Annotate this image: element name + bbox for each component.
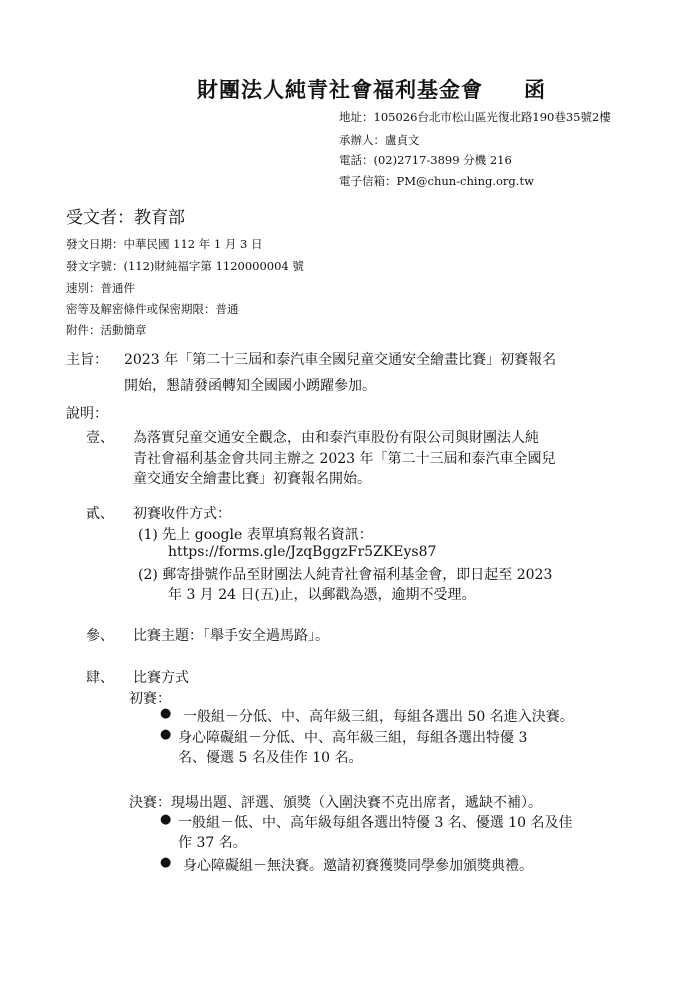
bullet-icon: ● [160, 727, 172, 742]
preliminary-label: 初賽： [129, 691, 171, 707]
final-bullet-2: 身心障礙組－無決賽。邀請初賽獲獎同學參加頒獎典禮。 [183, 858, 533, 874]
preliminary-bullet-2-line-1: 身心障礙組－分低、中、高年級三組，每組各選出特優 3 [178, 730, 528, 746]
final-bullet-1-line-2: 作 37 名。 [178, 835, 247, 851]
bullet-icon: ● [160, 812, 172, 827]
bullet-icon: ● [160, 855, 172, 870]
section-2-title: 初賽收件方式： [133, 506, 231, 522]
section-1-line-3: 童交通安全繪畫比賽」初賽報名開始。 [133, 471, 371, 487]
section-2-item-2-line-1: (2) 郵寄掛號作品至財團法人純青社會福利基金會，即日起至 2023 [138, 567, 553, 583]
preliminary-bullet-2-line-2: 名、優選 5 名及佳作 10 名。 [178, 750, 363, 766]
final-label: 決賽：現場出題、評選、頒獎（入圍決賽不克出席者，遞缺不補）。 [129, 795, 542, 811]
contact-handler: 承辦人：盧貞文 [339, 133, 420, 147]
section-4-title: 比賽方式 [133, 670, 189, 686]
subject-label: 主旨： [66, 352, 108, 368]
contact-address: 地址：105026台北市松山區光復北路190巷35號2樓 [339, 110, 611, 124]
document-type: 函 [524, 77, 546, 102]
section-1-line-2: 青社會福利基金會共同主辦之 2023 年「第二十三屆和泰汽車全國兒 [133, 451, 556, 467]
section-4-number: 肆、 [86, 670, 114, 686]
explanation-label: 說明： [66, 406, 108, 422]
issue-date: 發文日期：中華民國 112 年 1 月 3 日 [66, 237, 263, 251]
recipient: 受文者：教育部 [66, 208, 185, 228]
delivery-speed: 速別：普通件 [66, 281, 135, 295]
final-bullet-1-line-1: 一般組－低、中、高年級每組各選出特優 3 名、優選 10 名及佳 [178, 815, 573, 831]
section-1-line-1: 為落實兒童交通安全觀念，由和泰汽車股份有限公司與財團法人純 [133, 430, 539, 446]
registration-form-url[interactable]: https://forms.gle/JzqBggzFr5ZKEys87 [168, 544, 437, 560]
secrecy-level: 密等及解密條件或保密期限：普通 [66, 302, 239, 316]
contact-phone: 電話：(02)2717-3899 分機 216 [339, 153, 512, 167]
section-3-number: 參、 [86, 628, 114, 644]
bullet-icon: ● [160, 706, 172, 721]
section-2-item-1: (1) 先上 google 表單填寫報名資訊： [138, 527, 373, 543]
attachment: 附件：活動簡章 [66, 323, 147, 337]
section-1-number: 壹、 [86, 430, 114, 446]
section-2-item-2-line-2: 年 3 月 24 日(五)止，以郵戳為憑，逾期不受理。 [168, 587, 476, 603]
organization-name: 財團法人純青社會福利基金會 [197, 77, 483, 102]
document-number: 發文字號：(112)財純福字第 1120000004 號 [66, 259, 304, 273]
subject-line-2: 開始，懇請發函轉知全國國小踴躍參加。 [124, 378, 376, 394]
section-3-text: 比賽主題：「舉手安全過馬路」。 [133, 628, 329, 644]
section-2-number: 貳、 [86, 506, 114, 522]
preliminary-bullet-1: 一般組－分低、中、高年級三組，每組各選出 50 名進入決賽。 [183, 709, 574, 725]
contact-email: 電子信箱：PM@chun-ching.org.tw [339, 174, 534, 188]
subject-line-1: 2023 年「第二十三屆和泰汽車全國兒童交通安全繪畫比賽」初賽報名 [124, 352, 557, 368]
